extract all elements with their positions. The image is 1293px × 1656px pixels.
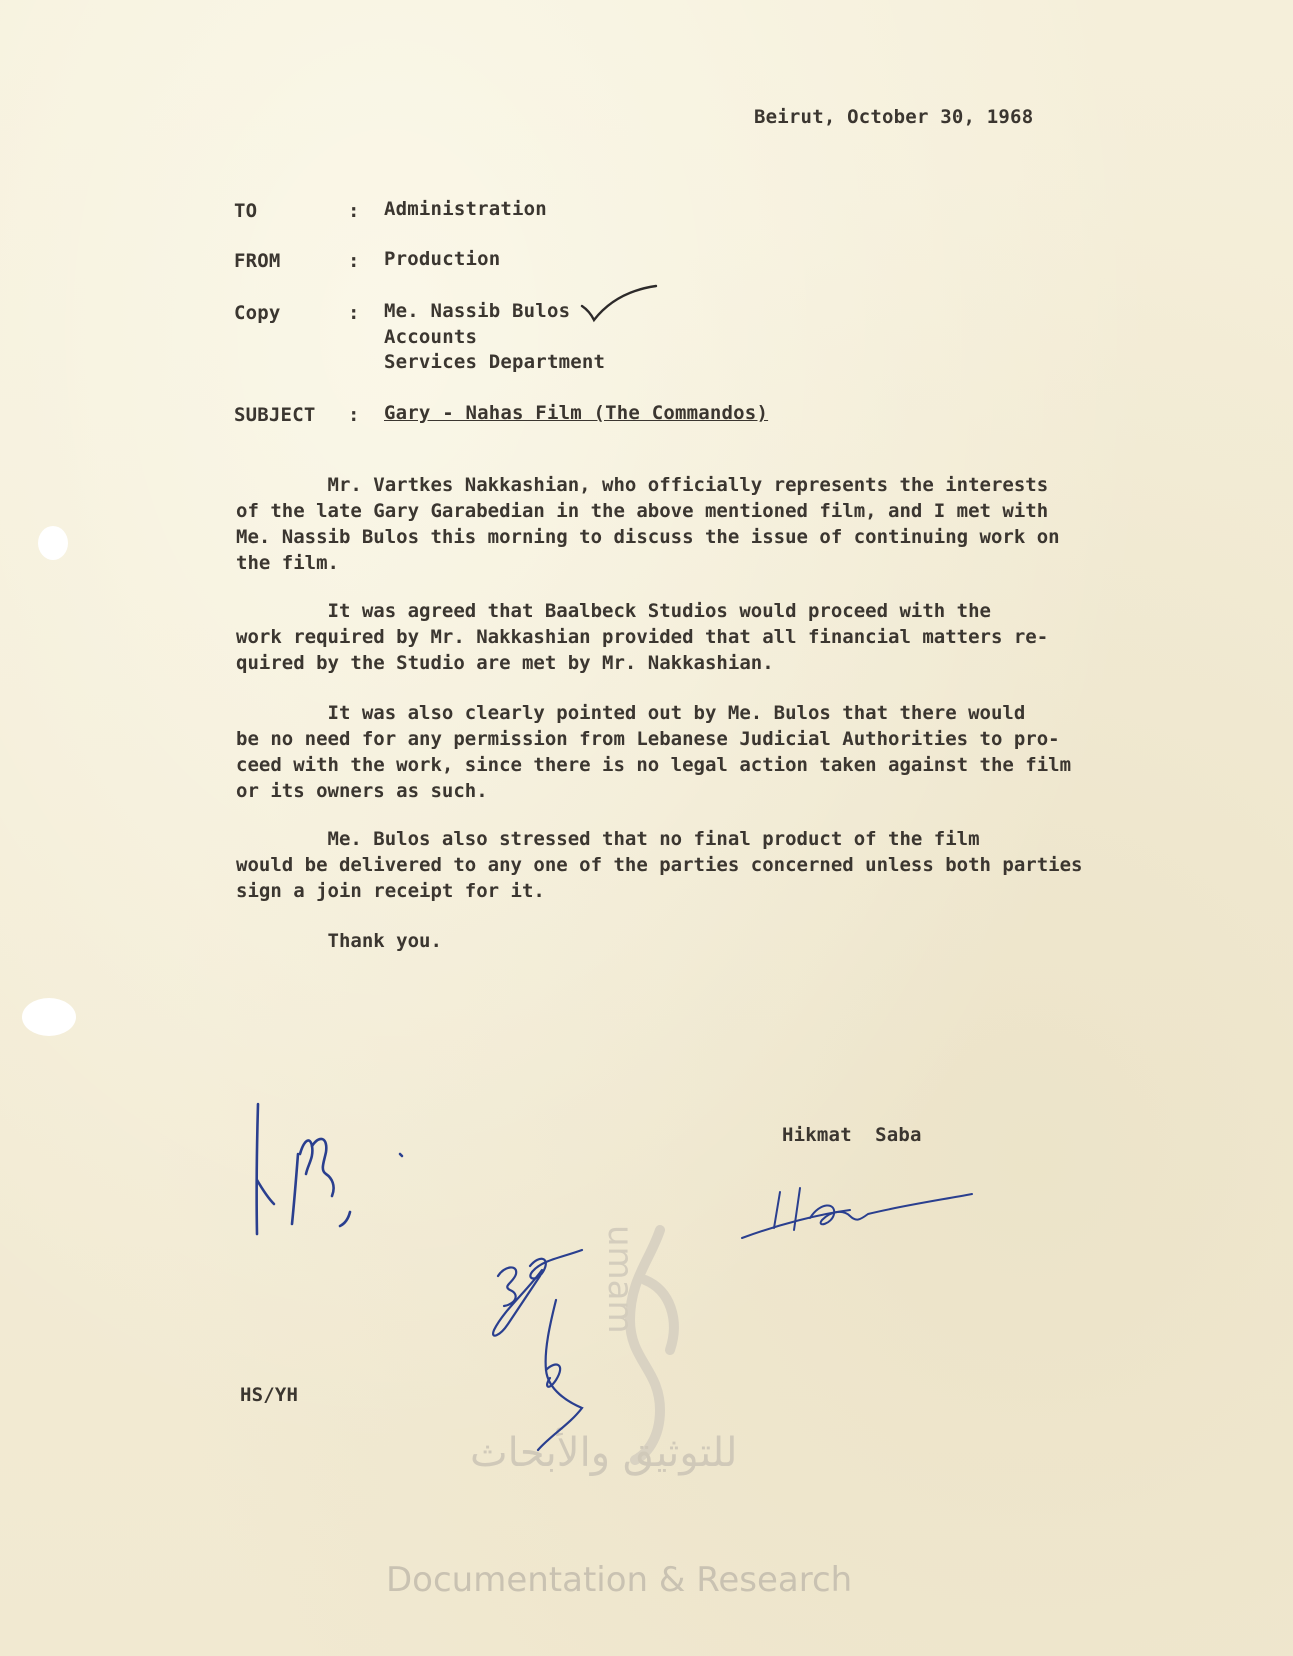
body-line: quired by the Studio are met by Mr. Nakkashian. [236, 652, 774, 674]
body-line: or its owners as such. [236, 780, 488, 802]
signatory-name: Hikmat Saba [782, 1124, 922, 1146]
copy-label: Copy [234, 302, 281, 324]
to-value: Administration [384, 198, 547, 220]
copy-recipient: Accounts [384, 326, 478, 348]
body-line: would be delivered to any one of the parties concerned unless both parties [236, 854, 1083, 876]
punch-hole-bottom [22, 998, 76, 1036]
copy-colon: : [348, 302, 360, 324]
from-colon: : [348, 250, 360, 272]
subject-value: Gary - Nahas Film (The Commandos) [384, 402, 769, 424]
typist-initials: HS/YH [240, 1384, 299, 1406]
to-label: TO [234, 200, 258, 222]
checkmark-icon [580, 284, 660, 324]
body-line: It was also clearly pointed out by Me. Bulos that there would [236, 702, 1026, 724]
body-line: the film. [236, 552, 339, 574]
body-line: work required by Mr. Nakkashian provided that all financial matters re- [236, 626, 1049, 648]
punch-hole-top [38, 526, 68, 560]
watermark-english: Documentation & Research [386, 1560, 853, 1600]
body-line: ceed with the work, since there is no legal action taken against the film [236, 754, 1072, 776]
copy-recipient: Services Department [384, 351, 606, 373]
memo-date: Beirut, October 30, 1968 [754, 106, 1034, 128]
to-colon: : [348, 200, 360, 222]
watermark-arabic: للتوثيق والأبحاث [470, 1430, 738, 1476]
signature-hs [740, 1180, 980, 1250]
from-label: FROM [234, 250, 281, 272]
body-line: Me. Nassib Bulos this morning to discuss the issue of continuing work on [236, 526, 1060, 548]
closing-line: Thank you. [236, 930, 442, 952]
body-line: of the late Gary Garabedian in the above mentioned film, and I met with [236, 500, 1049, 522]
body-line: be no need for any permission from Lebanese Judicial Authorities to pro- [236, 728, 1060, 750]
subject-label: SUBJECT [234, 404, 316, 426]
body-line: Mr. Vartkes Nakkashian, who officially represents the interests [236, 474, 1049, 496]
body-line: It was agreed that Baalbeck Studios would proceed with the [236, 600, 991, 622]
signature-middle [486, 1240, 616, 1460]
from-value: Production [384, 248, 501, 270]
subject-colon: : [348, 404, 360, 426]
copy-recipient: Me. Nassib Bulos [384, 300, 571, 322]
umam-logo-text: umam [600, 1225, 640, 1334]
body-line: Me. Bulos also stressed that no final product of the film [236, 828, 980, 850]
body-line: sign a join receipt for it. [236, 880, 545, 902]
initials-signature-left [240, 1100, 410, 1240]
